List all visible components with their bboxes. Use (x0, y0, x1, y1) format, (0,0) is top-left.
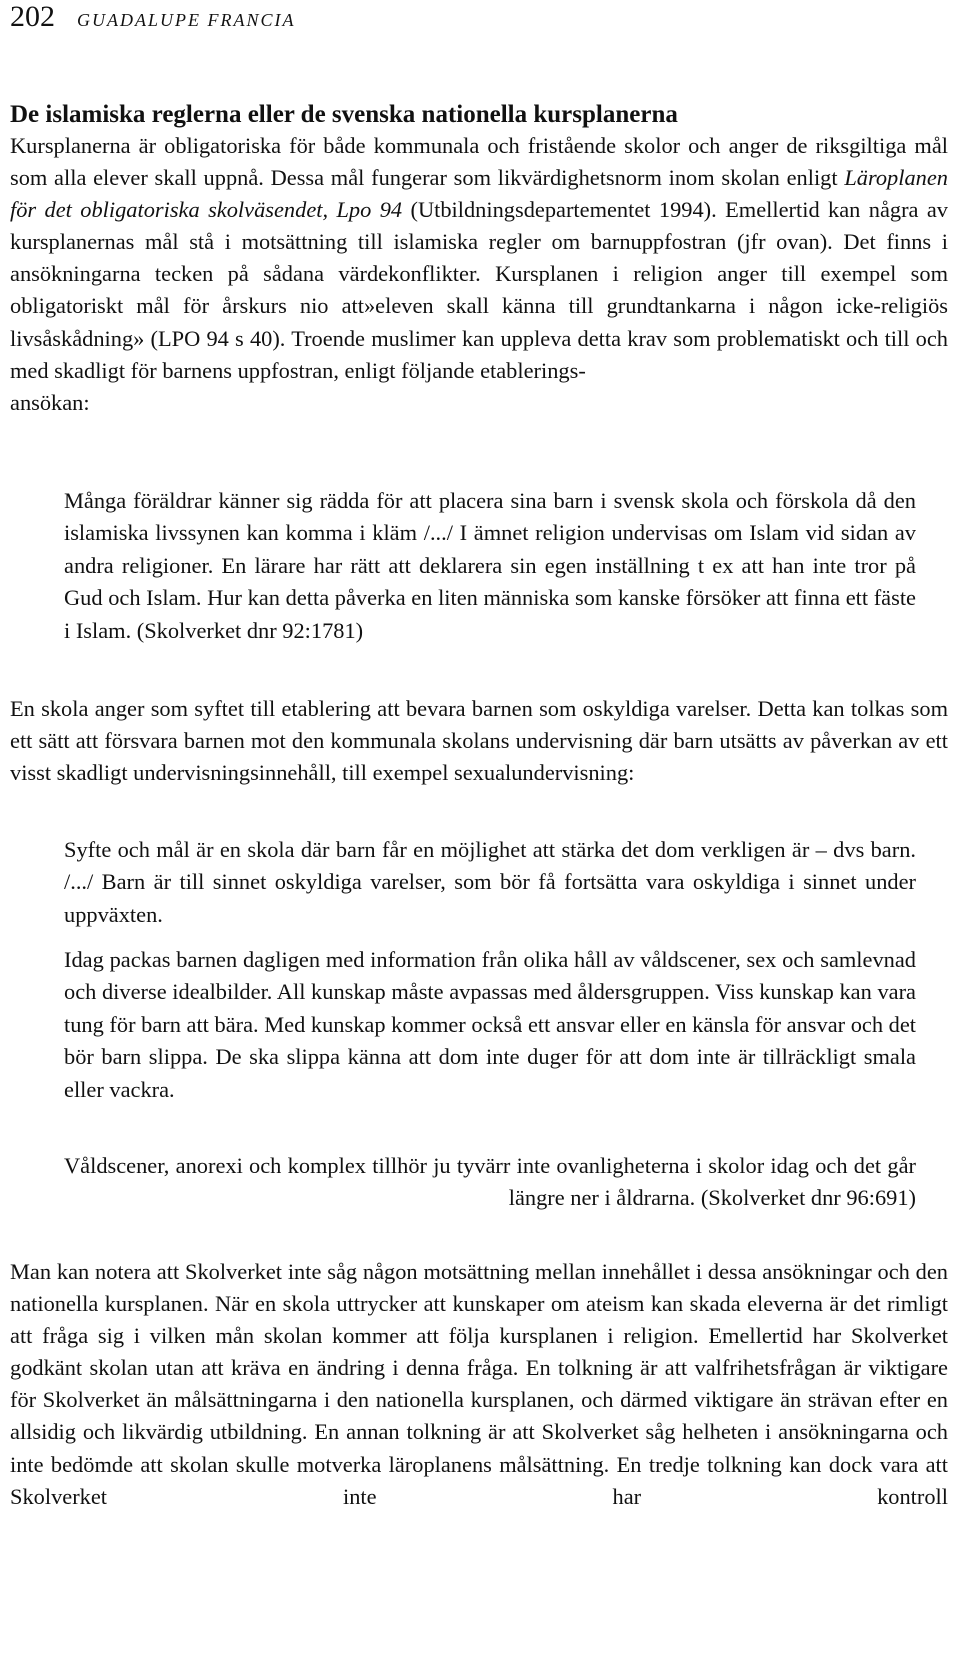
paragraph-1-text-a: Kursplanerna är obligatoriska för både kommunala och fristående skolor och anger de riksgiltiga mål som alla elever skall uppnå. Dessa mål fungerar som likvärdighetsnorm inom skolan enligt (10, 133, 948, 191)
paragraph-2: En skola anger som syftet till etablering att bevara barnen som oskyldiga varelser. Detta kan tolkas som ett sätt att försvara barnen mot den kommunala skolans undervisning där barn utsätts av påverkan av ett visst skadligt undervisningsinnehåll, till exempel sexualundervisning: (10, 696, 948, 786)
paragraph-3: Man kan notera att Skolverket inte såg någon motsättning mellan innehållet i dessa ansökningar och den nationella kursplanen. När en skola uttrycker att kunskaper om ateism kan skada eleverna är det rimligt att fråga sig i vilken mån skolan kommer att följa kursplanen i religion. Emellertid har Skolverket godkänt skolan utan att kräva en ändring i denna fråga. En tolkning är att valfrihetsfrågan är viktigare för Skolverket än målsättningarna i den nationella kursplanen, och därmed viktigare än strävan efter en allsidig och likvärdig utbildning. En annan tolkning är att Skolverket såg helheten i ansökningarna och inte bedömde att skolan skulle motverka läroplanens målsättning. En tredje tolkning kan dock vara att Skolverket inte har kontroll (10, 1259, 948, 1509)
running-head (10, 0, 295, 40)
running-head-author: GUADALUPE FRANCIA (77, 10, 296, 30)
paragraph-1 (10, 130, 948, 419)
paragraph-1-last-line: ansökan: (10, 389, 90, 415)
block-quote-1: Många föräldrar känner sig rädda för att placera sina barn i svensk skola och förskola då den islamiska livssynen kan komma i kläm /.../ I ämnet religion undervisas om Islam vid sidan av andra religioner. En lärare har rätt att deklarera sin egen inställning t ex att han inte tror på Gud och Islam. Hur kan detta påverka en liten människa som kanske försöker att finna ett fäste i Islam. (Skolverket dnr 92:1781) (64, 488, 916, 643)
page-number: 202 (10, 0, 55, 33)
block-quote-2-paragraph-3: Våldscener, anorexi och komplex tillhör ju tyvärr inte ovanligheterna i skolor idag och det går längre ner i åldrarna. (Skolverket dnr 96:691) (64, 1153, 916, 1211)
block-quote-2-paragraph-2: Idag packas barnen dagligen med information från olika håll av våldscener, sex och samlevnad och diverse idealbilder. All kunskap måste avpassas med åldersgruppen. Viss kunskap kan vara tung för barn att bära. Med kunskap kommer också ett ansvar eller en känsla för ansvar och det bör barn slippa. De ska slippa känna att dom inte duger för att dom inte är tillräckligt smala eller vackra. (64, 947, 916, 1102)
section-heading: De islamiska reglerna eller de svenska nationella kursplanerna (10, 101, 678, 128)
block-quote-2-paragraph-1: Syfte och mål är en skola där barn får en möjlighet att stärka det dom verkligen är – dvs barn. /.../ Barn är till sinnet oskyldiga varelser, som bör få fortsätta vara oskyldiga i sinnet under uppväxten. (64, 837, 916, 927)
curriculum-title: Läroplanen för det obligatoriska skolväsendet, Lpo 94 (10, 165, 948, 223)
paragraph-1-text-b: (Utbildningsdepartementet 1994). Emellertid kan några av kursplanernas mål stå i motsättning till islamiska regler om barnuppfostran (jfr ovan). Det finns i ansökningarna tecken på sådana värdekonflikter. Kursplanen i religion anger till exempel som obligatoriskt mål för årskurs nio att»eleven skall känna till grundtankarna i någon icke-religiös livsåskådning» (LPO 94 s 40). Troende muslimer kan uppleva detta krav som problematiskt och till och med skadligt för barnens uppfostran, enligt följande etablerings- (10, 197, 948, 383)
